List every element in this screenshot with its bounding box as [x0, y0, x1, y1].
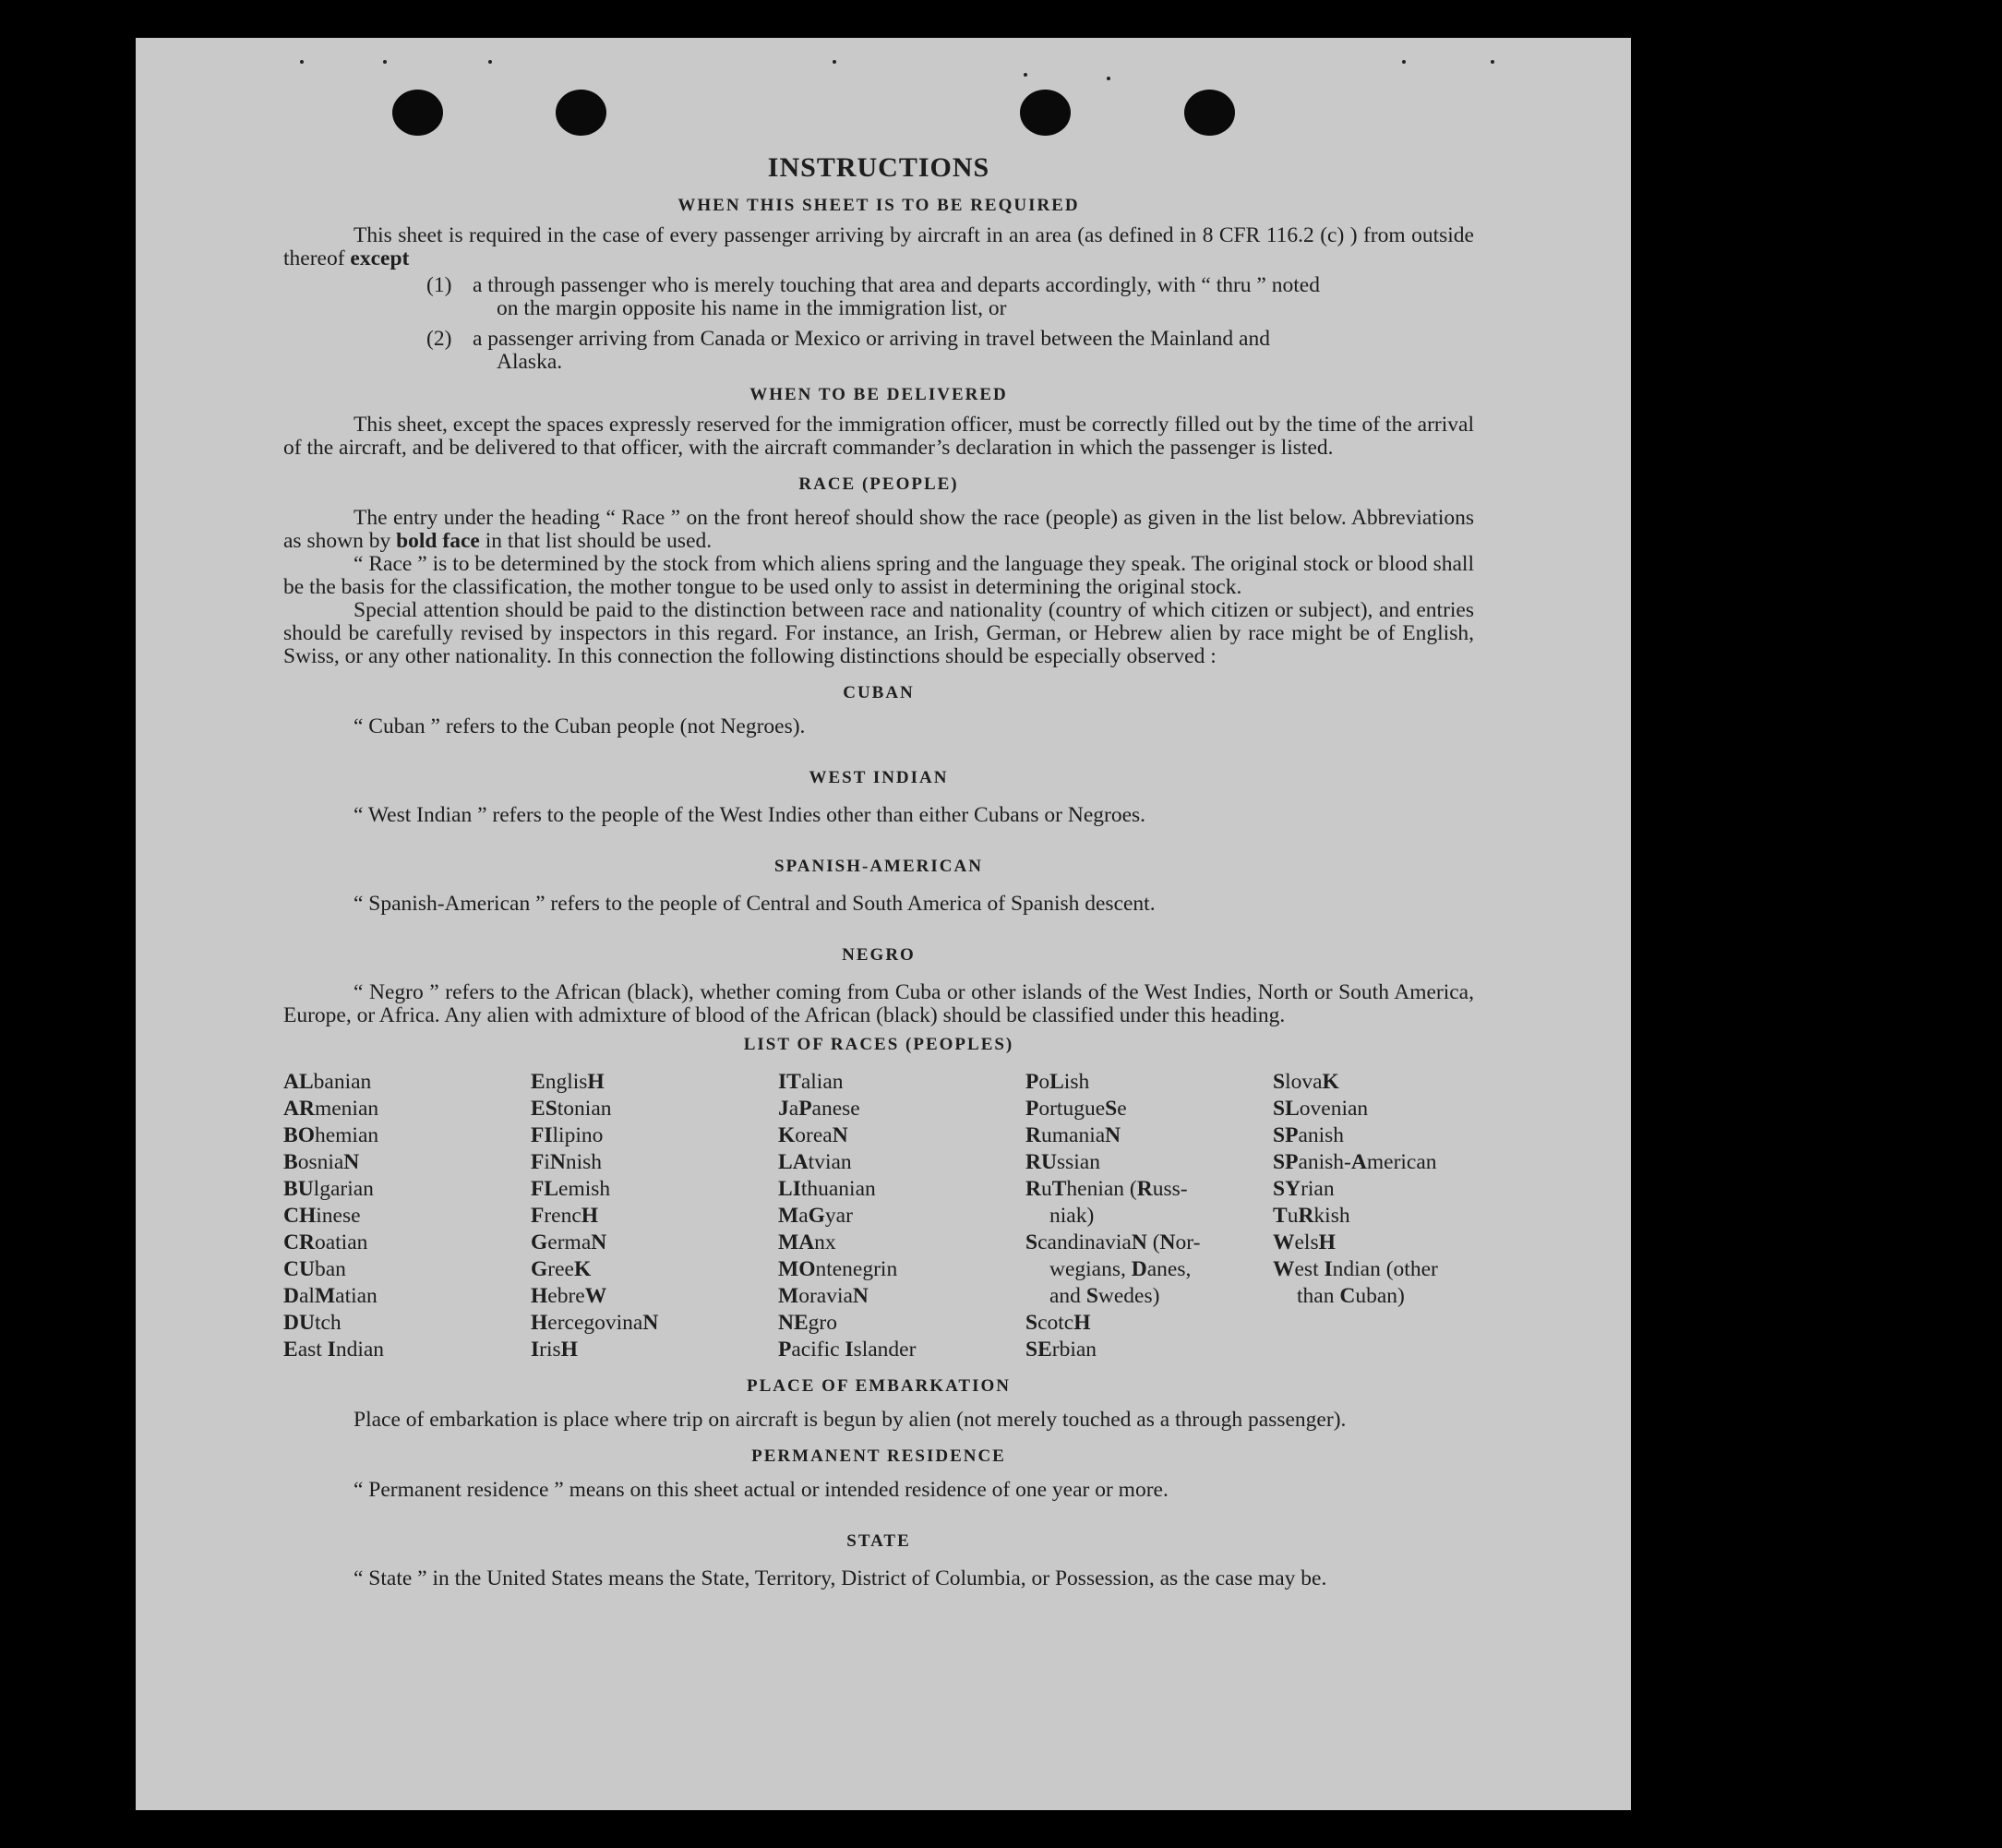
race-entry: PoLish: [1025, 1070, 1090, 1094]
race-entry: CHinese: [283, 1204, 361, 1228]
race-entry: ITalian: [778, 1070, 844, 1094]
page-title: INSTRUCTIONS: [767, 152, 990, 183]
paragraph-when-required: [283, 224, 1474, 270]
race-entry: GermaN: [531, 1230, 607, 1254]
heading-spanish-american: SPANISH-AMERICAN: [774, 857, 983, 876]
punch-hole: [1184, 90, 1235, 136]
race-entry: BosniaN: [283, 1150, 360, 1174]
race-entry: than Cuban): [1297, 1284, 1405, 1308]
race-entry: Pacific Islander: [778, 1338, 917, 1362]
race-entry: FiNnish: [531, 1150, 603, 1174]
speck: [488, 60, 492, 64]
race-entry: FIlipino: [531, 1123, 604, 1147]
heading-race: RACE (PEOPLE): [798, 474, 959, 494]
punch-hole: [1020, 90, 1071, 136]
exception-list: [426, 274, 1474, 374]
paragraph-permanent-residence: “ Permanent residence ” means on this sheet actual or intended residence of one year or more.: [354, 1478, 1169, 1502]
paragraph-race-1: [283, 507, 1474, 553]
race-entry: EStonian: [531, 1097, 612, 1121]
race-entry: HercegovinaN: [531, 1311, 659, 1335]
race-entry: BUlgarian: [283, 1177, 374, 1201]
punch-hole: [392, 90, 443, 136]
paragraph-negro: “ Negro ” refers to the African (black), whether coming from Cuba or other islands of the West Indies, North or South America, Europe, or Africa. Any alien with admixture of blood of the African (black) should be classified under this heading.: [283, 980, 1474, 1027]
race-entry: MoraviaN: [778, 1284, 869, 1308]
speck: [1107, 77, 1110, 80]
bold-text: bold face: [396, 529, 480, 553]
race-entry: FLemish: [531, 1177, 611, 1201]
race-entry: SErbian: [1025, 1338, 1097, 1362]
paragraph-spanish-american: “ Spanish-American ” refers to the people of Central and South America of Spanish descent.: [354, 892, 1156, 916]
race-entry: CRoatian: [283, 1230, 368, 1254]
bold-text: except: [350, 246, 410, 270]
race-entry: LAtvian: [778, 1150, 852, 1174]
race-entry: BOhemian: [283, 1123, 379, 1147]
paragraph-when-delivered: This sheet, except the spaces expressly reserved for the immigration officer, must be correctly filled out by the time of the arrival of the aircraft, and be delivered to that officer, with the aircraft commander’s declaration in which the passenger is listed.: [283, 413, 1474, 460]
races-column: [1025, 1069, 1273, 1363]
race-entry: RUssian: [1025, 1150, 1100, 1174]
race-entry: ARmenian: [283, 1097, 379, 1121]
item-line: on the margin opposite his name in the immigration list, or: [497, 296, 1007, 320]
race-entry: and Swedes): [1049, 1284, 1160, 1308]
race-entry: SPanish-American: [1273, 1150, 1437, 1174]
race-entry: wegians, Danes,: [1049, 1257, 1192, 1281]
speck: [383, 60, 387, 64]
race-entry: GreeK: [531, 1257, 592, 1281]
race-entry: IrisH: [531, 1338, 578, 1362]
item-line: a through passenger who is merely touching that area and departs accordingly, with “ thru ” noted: [473, 273, 1320, 297]
race-entry: DUtch: [283, 1311, 342, 1335]
speck: [1491, 60, 1494, 64]
race-entry: niak): [1049, 1204, 1095, 1228]
paragraph-text: This sheet is required in the case of every passenger arriving by aircraft in an area (as defined in 8 CFR 116.2 (c) ) from outside thereof: [283, 223, 1474, 270]
heading-cuban: CUBAN: [843, 683, 915, 702]
item-text: [473, 274, 1474, 320]
item-line: Alaska.: [497, 350, 563, 374]
race-entry: JaPanese: [778, 1097, 860, 1121]
race-entry: DalMatian: [283, 1284, 378, 1308]
race-entry: TuRkish: [1273, 1204, 1350, 1228]
heading-when-delivered: WHEN TO BE DELIVERED: [749, 385, 1008, 404]
race-entry: NEgro: [778, 1311, 837, 1335]
item-line: a passenger arriving from Canada or Mexico or arriving in travel between the Mainland and: [473, 327, 1270, 351]
speck: [300, 60, 304, 64]
heading-state: STATE: [846, 1531, 911, 1551]
races-list: [283, 1069, 1474, 1363]
heading-negro: NEGRO: [842, 945, 916, 965]
race-entry: WelsH: [1273, 1230, 1336, 1254]
race-entry: SLovenian: [1273, 1097, 1369, 1121]
race-entry: ScotcH: [1025, 1311, 1091, 1335]
exception-item: [426, 274, 1474, 320]
heading-place-of-embarkation: PLACE OF EMBARKATION: [747, 1376, 1011, 1396]
race-entry: KoreaN: [778, 1123, 848, 1147]
race-entry: EnglisH: [531, 1070, 605, 1094]
paragraph-text: The entry under the heading “ Race ” on the front hereof should show the race (people) as given in the list below. Abbreviations as shown by: [283, 506, 1474, 553]
races-column: [1273, 1069, 1520, 1363]
race-entry: PortugueSe: [1025, 1097, 1127, 1121]
heading-when-required: WHEN THIS SHEET IS TO BE REQUIRED: [677, 196, 1080, 215]
race-entry: SlovaK: [1273, 1070, 1339, 1094]
race-entry: SPanish: [1273, 1123, 1345, 1147]
item-number: (2): [426, 327, 452, 351]
paragraph-text: in that list should be used.: [479, 529, 713, 553]
race-entry: East Indian: [283, 1338, 385, 1362]
exception-item: [426, 328, 1474, 374]
race-entry: RumaniaN: [1025, 1123, 1121, 1147]
races-column: [778, 1069, 1025, 1363]
instructions-content: [283, 152, 1474, 1590]
punch-hole: [556, 90, 606, 136]
race-entry: West Indian (other: [1273, 1257, 1438, 1281]
heading-permanent-residence: PERMANENT RESIDENCE: [751, 1446, 1006, 1466]
speck: [833, 60, 836, 64]
paragraph-state: “ State ” in the United States means the State, Territory, District of Columbia, or Possession, as the case may be.: [354, 1566, 1327, 1590]
speck: [1402, 60, 1406, 64]
paragraph-cuban: “ Cuban ” refers to the Cuban people (not Negroes).: [354, 714, 806, 738]
race-entry: SYrian: [1273, 1177, 1335, 1201]
race-entry: CUban: [283, 1257, 346, 1281]
heading-list-of-races: LIST OF RACES (PEOPLES): [743, 1035, 1014, 1054]
document-sheet: [136, 38, 1631, 1810]
race-entry: LIthuanian: [778, 1177, 876, 1201]
races-column: [283, 1069, 531, 1363]
paragraph-west-indian: “ West Indian ” refers to the people of the West Indies other than either Cubans or Negroes.: [354, 803, 1146, 827]
race-entry: MAnx: [778, 1230, 836, 1254]
item-number: (1): [426, 273, 452, 297]
paragraph-race-2: “ Race ” is to be determined by the stock from which aliens spring and the language they speak. The original stock or blood shall be the basis for the classification, the mother tongue to be used only to assist in determining the original stock.: [283, 552, 1474, 599]
race-entry: MaGyar: [778, 1204, 853, 1228]
race-entry: HebreW: [531, 1284, 607, 1308]
paragraph-race-3: Special attention should be paid to the distinction between race and nationality (country of which citizen or subject), and entries should be carefully revised by inspectors in this regard. For instance, an Irish, German, or Hebrew alien by race might be of English, Swiss, or any other nationality. In this connection the following distinctions should be especially observed :: [283, 598, 1474, 668]
paragraph-place-of-embarkation: Place of embarkation is place where trip on aircraft is begun by alien (not merely touched as a through passenger).: [354, 1408, 1347, 1432]
speck: [1024, 73, 1027, 77]
item-text: [473, 328, 1474, 374]
race-entry: ALbanian: [283, 1070, 372, 1094]
race-entry: MOntenegrin: [778, 1257, 898, 1281]
races-column: [531, 1069, 778, 1363]
heading-west-indian: WEST INDIAN: [809, 768, 949, 787]
race-entry: ScandinaviaN (Nor-: [1025, 1230, 1201, 1254]
race-entry: RuThenian (Russ-: [1025, 1177, 1188, 1201]
race-entry: FrencH: [531, 1204, 599, 1228]
